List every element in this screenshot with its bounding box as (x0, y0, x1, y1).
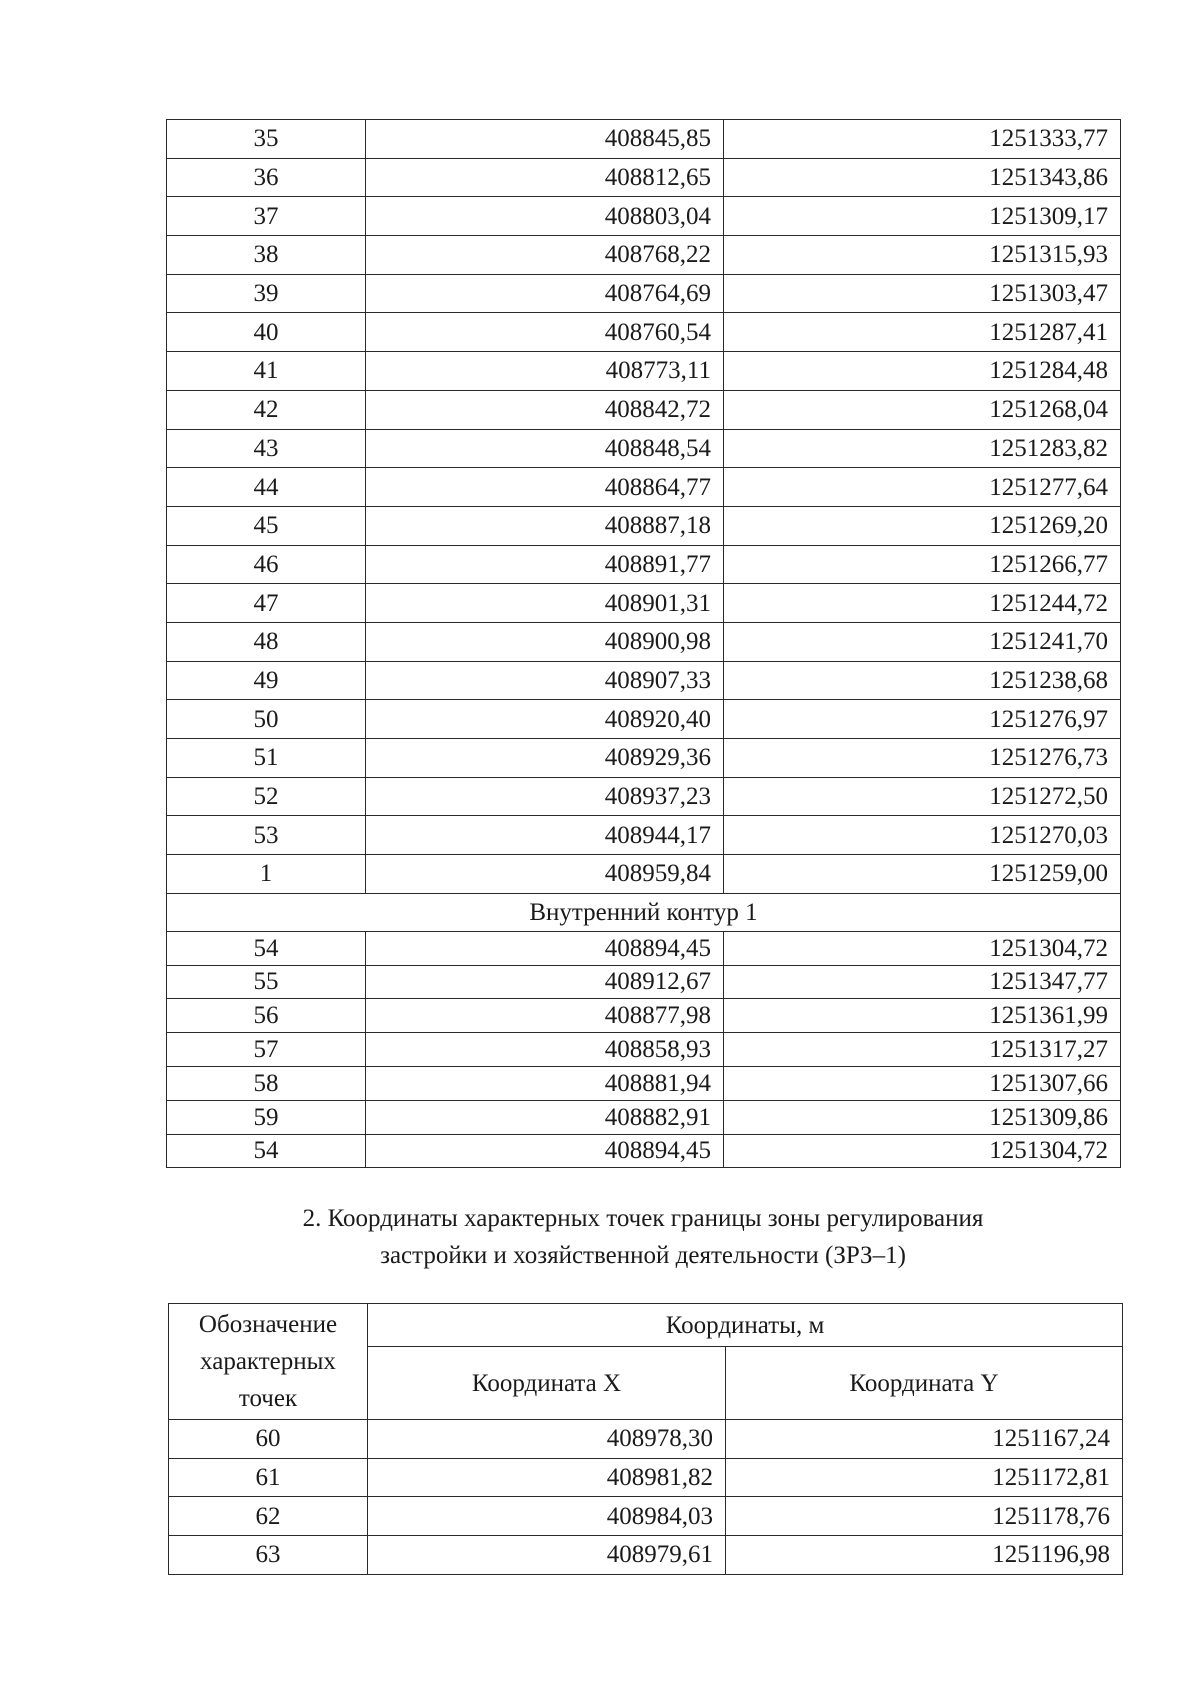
header-point-line-1: Обозначение (198, 1311, 338, 1338)
coordinate-x-cell: 408907,33 (366, 661, 724, 700)
coordinate-y-cell: 1251284,48 (724, 352, 1121, 391)
coordinate-y-cell: 1251268,04 (724, 390, 1121, 429)
table-row (167, 1033, 1121, 1067)
point-cell: 44 (167, 468, 366, 507)
coordinate-y-cell: 1251287,41 (724, 313, 1121, 352)
coordinate-y-cell: 1251238,68 (724, 661, 1121, 700)
point-cell: 36 (167, 158, 366, 197)
point-cell: 50 (167, 700, 366, 739)
zrz1-coordinates-table (168, 1303, 1123, 1575)
coordinate-y-cell: 1251304,72 (724, 1134, 1121, 1168)
table-row (167, 120, 1121, 159)
table-row (167, 584, 1121, 623)
point-cell: 56 (167, 999, 366, 1033)
section-heading-line-1: 2. Координаты характерных точек границы зоны регулирования (302, 1205, 984, 1232)
table-row (167, 1100, 1121, 1134)
coordinate-y-cell: 1251343,86 (724, 158, 1121, 197)
coordinate-y-cell: 1251276,73 (724, 739, 1121, 778)
point-cell: 39 (167, 274, 366, 313)
header-point-line-3: точек (238, 1385, 298, 1412)
table-row (167, 313, 1121, 352)
table-row (167, 661, 1121, 700)
coordinate-x-cell: 408812,65 (366, 158, 724, 197)
header-point-designation (169, 1304, 368, 1420)
coordinate-y-cell: 1251276,97 (724, 700, 1121, 739)
coordinate-y-cell: 1251307,66 (724, 1066, 1121, 1100)
point-cell: 57 (167, 1033, 366, 1067)
header-coordinate-x: Координата X (368, 1347, 726, 1420)
header-coordinate-y: Координата Y (726, 1347, 1123, 1420)
coordinate-y-cell: 1251272,50 (724, 777, 1121, 816)
point-cell: 42 (167, 390, 366, 429)
point-cell: 1 (167, 855, 366, 894)
table-row (167, 739, 1121, 778)
point-cell: 49 (167, 661, 366, 700)
coordinate-x-cell: 408882,91 (366, 1100, 724, 1134)
point-cell: 43 (167, 429, 366, 468)
coordinate-x-cell: 408944,17 (366, 816, 724, 855)
coordinate-x-cell: 408773,11 (366, 352, 724, 391)
point-cell: 52 (167, 777, 366, 816)
table-row (167, 855, 1121, 894)
coordinate-x-cell: 408929,36 (366, 739, 724, 778)
coordinate-y-cell: 1251361,99 (724, 999, 1121, 1033)
coordinate-x-cell: 408764,69 (366, 274, 724, 313)
coordinate-y-cell: 1251303,47 (724, 274, 1121, 313)
point-cell: 51 (167, 739, 366, 778)
coordinate-x-cell: 408877,98 (366, 999, 724, 1033)
coordinate-y-cell: 1251167,24 (726, 1420, 1123, 1459)
point-cell: 62 (169, 1497, 368, 1536)
coordinate-y-cell: 1251333,77 (724, 120, 1121, 159)
coordinate-x-cell: 408979,61 (368, 1536, 726, 1575)
table-row (167, 429, 1121, 468)
table-row (167, 965, 1121, 999)
point-cell: 58 (167, 1066, 366, 1100)
coordinate-y-cell: 1251244,72 (724, 584, 1121, 623)
coordinate-y-cell: 1251178,76 (726, 1497, 1123, 1536)
coordinate-x-cell: 408760,54 (366, 313, 724, 352)
table-row (167, 777, 1121, 816)
coordinate-x-cell: 408848,54 (366, 429, 724, 468)
point-cell: 40 (167, 313, 366, 352)
coordinate-y-cell: 1251241,70 (724, 622, 1121, 661)
table-row (167, 506, 1121, 545)
point-cell: 48 (167, 622, 366, 661)
coordinate-y-cell: 1251196,98 (726, 1536, 1123, 1575)
coordinates-table-continued (166, 119, 1121, 1168)
coordinate-x-cell: 408981,82 (368, 1458, 726, 1497)
coordinate-x-cell: 408881,94 (366, 1066, 724, 1100)
section-heading-line-2: застройки и хозяйственной деятельности (ЗРЗ–1) (380, 1242, 906, 1269)
coordinate-x-cell: 408845,85 (366, 120, 724, 159)
coordinate-x-cell: 408959,84 (366, 855, 724, 894)
point-cell: 46 (167, 545, 366, 584)
point-cell: 35 (167, 120, 366, 159)
coordinate-x-cell: 408887,18 (366, 506, 724, 545)
coordinate-x-cell: 408768,22 (366, 236, 724, 275)
coordinate-x-cell: 408901,31 (366, 584, 724, 623)
point-cell: 59 (167, 1100, 366, 1134)
point-cell: 54 (167, 1134, 366, 1168)
coordinate-y-cell: 1251270,03 (724, 816, 1121, 855)
coordinate-y-cell: 1251309,17 (724, 197, 1121, 236)
table-row (169, 1458, 1123, 1497)
coordinate-y-cell: 1251277,64 (724, 468, 1121, 507)
coordinate-x-cell: 408937,23 (366, 777, 724, 816)
coordinate-x-cell: 408894,45 (366, 931, 724, 965)
section-heading (166, 1200, 1120, 1274)
table-row (167, 468, 1121, 507)
point-cell: 55 (167, 965, 366, 999)
header-coordinates: Координаты, м (368, 1304, 1123, 1347)
coordinate-x-cell: 408900,98 (366, 622, 724, 661)
point-cell: 37 (167, 197, 366, 236)
coordinate-y-cell: 1251347,77 (724, 965, 1121, 999)
point-cell: 47 (167, 584, 366, 623)
table-row (167, 197, 1121, 236)
table-row (167, 1134, 1121, 1168)
point-cell: 38 (167, 236, 366, 275)
table-row (167, 700, 1121, 739)
coordinate-x-cell: 408920,40 (366, 700, 724, 739)
coordinate-x-cell: 408842,72 (366, 390, 724, 429)
table-row (169, 1497, 1123, 1536)
coordinate-x-cell: 408891,77 (366, 545, 724, 584)
coordinate-x-cell: 408864,77 (366, 468, 724, 507)
coordinate-x-cell: 408978,30 (368, 1420, 726, 1459)
coordinate-y-cell: 1251283,82 (724, 429, 1121, 468)
table-row (167, 352, 1121, 391)
inner-contour-title: Внутренний контур 1 (167, 893, 1121, 931)
coordinate-y-cell: 1251309,86 (724, 1100, 1121, 1134)
point-cell: 60 (169, 1420, 368, 1459)
header-point-line-2: характерных (200, 1348, 336, 1375)
section-row (167, 893, 1121, 931)
coordinate-x-cell: 408858,93 (366, 1033, 724, 1067)
coordinate-x-cell: 408912,67 (366, 965, 724, 999)
coordinate-x-cell: 408803,04 (366, 197, 724, 236)
coordinate-y-cell: 1251304,72 (724, 931, 1121, 965)
table-row (167, 931, 1121, 965)
coordinate-x-cell: 408984,03 (368, 1497, 726, 1536)
point-cell: 63 (169, 1536, 368, 1575)
coordinate-y-cell: 1251315,93 (724, 236, 1121, 275)
point-cell: 45 (167, 506, 366, 545)
point-cell: 53 (167, 816, 366, 855)
table-row (167, 622, 1121, 661)
table-row (167, 999, 1121, 1033)
table-row (167, 816, 1121, 855)
table-row (169, 1536, 1123, 1575)
table-row (167, 390, 1121, 429)
table-row (167, 1066, 1121, 1100)
table-row (167, 274, 1121, 313)
table-row (167, 545, 1121, 584)
coordinate-y-cell: 1251172,81 (726, 1458, 1123, 1497)
coordinate-y-cell: 1251317,27 (724, 1033, 1121, 1067)
table-row (169, 1420, 1123, 1459)
coordinate-x-cell: 408894,45 (366, 1134, 724, 1168)
coordinate-y-cell: 1251266,77 (724, 545, 1121, 584)
point-cell: 41 (167, 352, 366, 391)
table-row (167, 158, 1121, 197)
point-cell: 54 (167, 931, 366, 965)
coordinate-y-cell: 1251259,00 (724, 855, 1121, 894)
point-cell: 61 (169, 1458, 368, 1497)
table-row (167, 236, 1121, 275)
coordinate-y-cell: 1251269,20 (724, 506, 1121, 545)
